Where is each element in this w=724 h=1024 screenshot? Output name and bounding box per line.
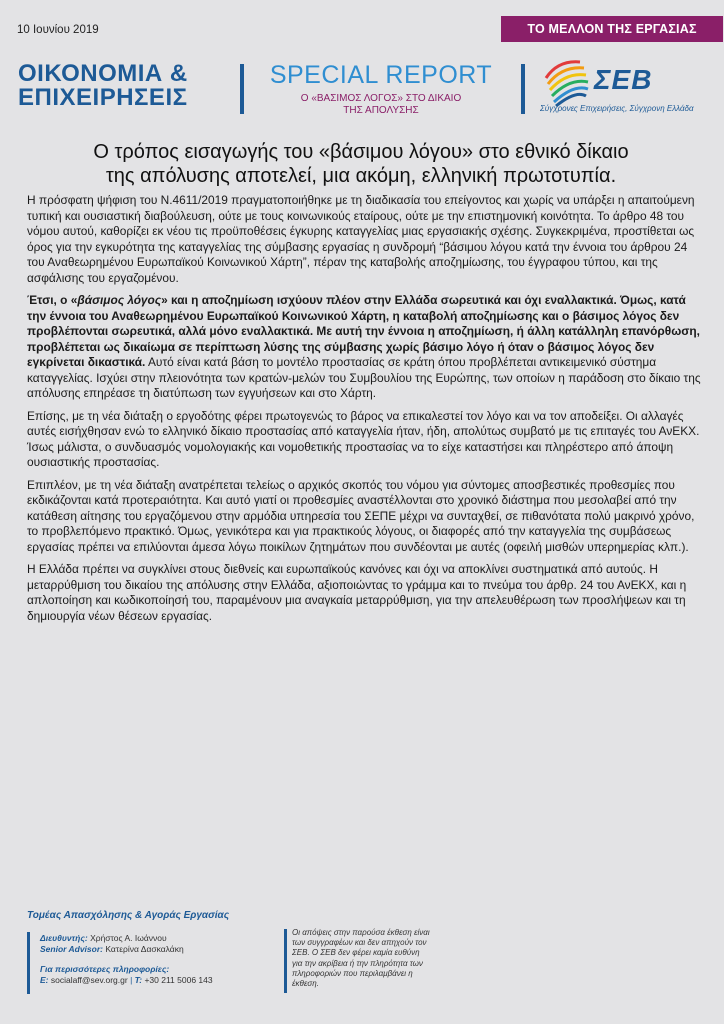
department-title: Τομέας Απασχόλησης & Αγοράς Εργασίας [27, 910, 230, 921]
phone-number[interactable]: +30 211 5006 143 [144, 975, 213, 985]
logo-tagline: Σύγχρονες Επιχειρήσεις, Σύγχρονη Ελλάδα [540, 104, 694, 113]
brand-line-1: ΟΙΚΟΝΟΜΙΑ & [18, 60, 188, 87]
paragraph-2-bold-italic: βάσιμος λόγος [77, 293, 162, 307]
disclaimer: Οι απόψεις στην παρούσα έκθεση είναι των συγγραφέων και δεν απηχούν τον ΣΕΒ. Ο ΣΕΒ δεν φέρει καμία ευθύνη για την ακρίβεια ή την πληρότητα των πληροφοριών που περιλαμβάνει η έκθεση. [292, 928, 430, 989]
email-link[interactable]: socialaff@sev.org.gr [50, 975, 128, 985]
contact-separator: | [130, 975, 133, 985]
info-label: Για περισσότερες πληροφορίες: [40, 964, 170, 974]
special-report-subtitle-2: ΤΗΣ ΑΠΟΛΥΣΗΣ [343, 105, 419, 116]
issue-date: 10 Ιουνίου 2019 [17, 24, 99, 36]
advisor-label: Senior Advisor: [40, 944, 103, 954]
headline-line-1: Ο τρόπος εισαγωγής του «βάσιμου λόγου» στο εθνικό δίκαιο [93, 141, 629, 163]
header-divider-right [521, 64, 525, 114]
paragraph-2-bold-b: » και η αποζημίωση ισχύουν πλέον στην Ελλάδα σωρευτικά και όχι εναλλακτικά. Όμως, κατά την έννοια του Αναθεωρημένου Ευρωπαϊκού Κοινωνικού Χάρτη, η καταβολή αποζημίωσης και ο βάσιμος λόγος δεν προβλέπονται σωρευτικά, αλλά μόνο εναλλακτικά. Με αυτή την έννοια η αποζημίωση, ή άλλη κατάλληλη επανόρθωση, προβλέπεται ως δικαίωμα σε περίπτωση λύσης της σύμβασης χωρίς βάσιμο λόγο ή όταν ο βάσιμος λόγος δεν εγκρίνεται δικαστικά. [27, 293, 700, 369]
brand-line-2: ΕΠΙΧΕΙΡΗΣΕΙΣ [18, 84, 188, 111]
special-report-block [254, 62, 508, 117]
contacts-block [40, 933, 213, 986]
email-label: E: [40, 975, 49, 985]
paragraph-5: Η Ελλάδα πρέπει να συγκλίνει στους διεθνείς και ευρωπαϊκούς κανόνες και όχι να αποκλίνει συστηματικά από αυτούς. Η μεταρρύθμιση του δικαίου της απόλυσης στην Ελλάδα, αξιοποιώντας το γράμμα και το πνεύμα του άρθρ. 24 του ΑνΕΚΧ, και η απλοποίηση και κωδικοποίησή του, παραμένουν μια αναγκαία μεταρρύθμιση, για την απελευθέρωση των προσλήψεων και τη δημιουργία νέων θέσεων εργασίας. [27, 562, 687, 623]
director-name: Χρήστος Α. Ιωάννου [90, 933, 167, 943]
paragraph-2 [27, 293, 707, 402]
section-brand [18, 62, 188, 110]
headline [36, 140, 686, 188]
paragraph-1: Η πρόσφατη ψήφιση του Ν.4611/2019 πραγματοποιήθηκε με τη διαδικασία του επείγοντος και χωρίς να υπάρξει η απαιτούμενη τυπική και ουσιαστική διαβούλευση, ούτε με τους κοινωνικούς εταίρους, ούτε με την επιστημονική κοινότητα. Το άρθρο 48 του νόμου αυτού, καθορίζει εκ νέου τις προϋποθέσεις έγκυρης καταγγελίας μιας εργασιακής σχέσης. Συγκεκριμένα, προστίθεται ως όρος για την εγκυρότητα της καταγγελίας της σύμβασης εργασίας η συνδρομή “βάσιμου λόγου κατά την έννοια του άρθρου 24 του Αναθεωρημένου Ευρωπαϊκού Κοινωνικού Χάρτη”, πέραν της καταβολής αποζημίωσης, του έγγραφου τύπου, και της ασφάλισης του εργαζομένου. [27, 193, 695, 285]
article-body [27, 193, 707, 631]
phone-label: T: [134, 975, 143, 985]
paragraph-2-bold-a: Έτσι, ο « [27, 293, 78, 307]
footer-divider [27, 932, 30, 994]
director-label: Διευθυντής: [40, 933, 88, 943]
advisor-name: Κατερίνα Δασκαλάκη [105, 944, 184, 954]
special-report-title: SPECIAL REPORT [269, 61, 493, 89]
header-divider-left [240, 64, 244, 114]
special-report-subtitle-1: Ο «ΒΑΣΙΜΟΣ ΛΟΓΟΣ» ΣΤΟ ΔΙΚΑΙΟ [300, 93, 462, 104]
paragraph-2-rest: Αυτό είναι κατά βάση το μοντέλο προστασίας σε κράτη όπου προβλέπεται αντικειμενικό σύστημα καταγγελίας. Ισχύει στην πλειονότητα των κρατών-μελών του Συμβουλίου της Ευρώπης, των οποίων η παράδοση στο δίκαιο της απόλυσης επηρέασε τη διατύπωση των εγγυήσεων και στο Χάρτη. [27, 355, 701, 400]
disclaimer-divider [284, 929, 287, 993]
series-tag: ΤΟ ΜΕΛΛΟΝ ΤΗΣ ΕΡΓΑΣΙΑΣ [501, 16, 723, 42]
paragraph-4: Επιπλέον, με τη νέα διάταξη ανατρέπεται τελείως ο αρχικός σκοπός του νόμου για σύντομες αποσβεστικές προθεσμίες που εκδικάζονται κατά προτεραιότητα. Και αυτό γιατί οι προθεσμίες αναστέλλονται στο χρονικό διάστημα που μεσολαβεί από την κατάθεση αίτησης του εργαζόμενου στην αρμόδια υπηρεσία του ΣΕΠΕ μέχρι να συνταχθεί, σε πιθανότατα πολύ μακρινό χρόνο, το προβλεπόμενο πρακτικό. Όμως, γενικότερα και για πρακτικούς λόγους, οι διαφορές από την καταγγελία της συμβάσεως εργασίας πρέπει να επιλύονται άμεσα λόγω ποικίλων ζητημάτων που συνδέονται με αυτές (οφειλή μισθών υπερημερίας κλπ.). [27, 477, 695, 554]
headline-line-2: της απόλυσης αποτελεί, μια ακόμη, ελληνική πρωτοτυπία. [105, 165, 617, 187]
logo-wordmark: ΣΕΒ [594, 64, 653, 95]
paragraph-3: Επίσης, με τη νέα διάταξη ο εργοδότης φέρει πρωτογενώς το βάρος να επικαλεστεί τον λόγο και να τον αποδείξει. Οι αλλαγές αυτές εισήχθησαν ενώ το ελληνικό δίκαιο προστασίας από καταγγελία ήταν, ήδη, απολύτως συμβατό με τις επιταγές του ΑνΕΚΧ. Ίσως μάλιστα, ο συνδυασμός νομολογιακής και νομοθετικής προστασίας να το είχε καταστήσει και πληρέστερο από άποψη ουσιαστικής προστασίας. [27, 408, 700, 469]
